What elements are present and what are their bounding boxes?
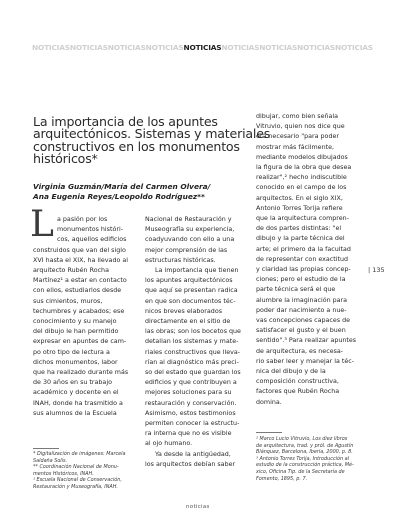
title-line: arquitectónicos. Sistemas y materiales: [33, 126, 271, 142]
footnote-line: * Digitalización de imágenes: Marcela: [33, 451, 126, 457]
title-line: históricos*: [33, 151, 98, 167]
body-line: domina.: [256, 398, 282, 406]
body-line: de 30 años en su trabajo: [33, 379, 112, 387]
body-line: dibujo y la parte técnica del: [256, 235, 345, 243]
body-line: factores que Rubén Rocha: [256, 388, 340, 396]
body-line: mejores soluciones para su: [145, 389, 232, 397]
body-line: alumbre la imaginación para: [256, 296, 348, 304]
footnote-rule-right: [256, 432, 282, 433]
body-line: cos, aquellos edificios: [57, 236, 127, 244]
body-line: rio saber leer y manejar la téc-: [256, 357, 355, 365]
body-line: riales constructivos que lleva-: [145, 348, 241, 356]
footnotes-left: [33, 451, 138, 491]
body-line: con ellos, estudiarlos desde: [33, 287, 122, 295]
body-line: restauración y conservación.: [145, 399, 237, 407]
body-line: La importancia que tienen: [155, 267, 239, 275]
body-line: parte técnica será el que: [256, 286, 336, 294]
title-line: La importancia de los apuntes: [33, 114, 218, 129]
column-1-top: [57, 215, 137, 246]
body-line: y claridad las propias concep-: [256, 266, 351, 274]
body-line: monumentos históri-: [57, 226, 124, 234]
body-line: a pasión por los: [57, 216, 108, 223]
body-line: rían al diagnóstico más preci-: [145, 358, 239, 366]
body-line: las obras; son los bocetos que: [145, 328, 241, 336]
body-line: de arquitectura, es necesa-: [256, 347, 344, 355]
body-line: que ha realizado durante más: [33, 369, 129, 377]
body-line: techumbres y acabados; ese: [33, 307, 125, 315]
footnote-line: Fomento, 1895, p. 7.: [256, 475, 308, 482]
body-line: directamente en el sitio de: [145, 318, 231, 326]
body-line: satisfacer el gusto y el buen: [256, 327, 346, 335]
footnote-line: Blánquez, Barcelona, Iberia, 2000, p. 8.: [256, 449, 353, 456]
body-line: poder dar nacimiento a nue-: [256, 306, 347, 314]
body-line: arquitecto Rubén Rocha: [33, 267, 109, 274]
body-line: vas concepciones capaces de: [256, 317, 351, 325]
footnote-line: Restauración y Museografía, INAH.: [33, 483, 118, 490]
banner-left: NOTICIASNOTICIASNOTICIASNOTICIAS: [32, 43, 184, 52]
body-line: realizar",² hecho indiscutible: [256, 174, 347, 182]
body-line: mediante modelos dibujados: [256, 153, 348, 161]
page-footer: noticias: [186, 504, 210, 510]
body-line: Antonio Torres Torija refiere: [256, 204, 343, 212]
body-line: arte; el primero da la facultad: [256, 245, 351, 253]
body-line: Vitruvio, quien nos dice que: [256, 123, 345, 131]
body-line: académico y docente en el: [33, 389, 119, 397]
body-line: conocimiento y su manejo: [33, 318, 117, 326]
body-line: construidos que van del siglo: [33, 246, 126, 254]
body-line: composición constructiva,: [256, 378, 339, 386]
author-line: Virginia Guzmán/María del Carmen Olvera/: [33, 182, 211, 191]
footnote-line: ³ Antonio Torres Torija, Introducción al: [256, 455, 349, 462]
body-line: detallan los sistemas y mate-: [145, 338, 239, 346]
body-line: expresar en apuntes de cam-: [33, 338, 127, 346]
body-line: permiten conocer la estructu-: [145, 420, 240, 428]
body-line: edificios y que contribuyen a: [145, 379, 237, 387]
body-line: Ya desde la antigüedad,: [155, 450, 231, 458]
body-line: conocido en el campo de los: [256, 184, 347, 192]
body-line: XVI hasta el XIX, ha llevado al: [33, 256, 129, 264]
body-line: sus alumnos de la Escuela: [33, 409, 117, 417]
body-line: los apuntes arquitectónicos: [145, 277, 233, 285]
body-line: dichos monumentos, labor: [33, 358, 118, 366]
body-line: po otro tipo de lectura a: [33, 348, 110, 356]
footnote-line: Saldaña Solís.: [33, 457, 68, 464]
body-line: so del estado que guardan los: [145, 369, 241, 377]
body-line: al ojo humano.: [145, 440, 193, 448]
footnote-line: ** Coordinación Nacional de Monu-: [33, 464, 119, 471]
author-line: Ana Eugenia Reyes/Leopoldo Rodríguez**: [33, 192, 205, 202]
page-number: | 135: [368, 266, 385, 274]
body-line: Nacional de Restauración y: [145, 216, 232, 223]
body-line: que aquí se presentan radica: [145, 287, 238, 295]
body-line: que la arquitectura compren-: [256, 215, 349, 223]
body-line: sentido".³ Para realizar apuntes: [256, 337, 357, 345]
body-line: coadyuvando con ello a una: [145, 236, 235, 244]
footnotes-right: [256, 436, 368, 482]
footnote-line: ¹ Escuela Nacional de Conservación,: [33, 477, 122, 484]
body-line: estructuras históricas.: [145, 256, 216, 264]
body-line: INAH, donde ha trasmitido a: [33, 399, 123, 407]
footnote-rule-left: [33, 448, 59, 449]
body-line: mejor comprensión de las: [145, 246, 228, 254]
title-line: constructivos en los monumentos: [33, 138, 240, 154]
footnote-line: xico, Oficina Tip. de la Secretaría de: [256, 468, 345, 475]
body-line: era necesario "para poder: [256, 133, 339, 141]
body-line: de dos partes distintas: "el: [256, 225, 342, 233]
column-2: [145, 215, 250, 470]
body-line: la figura de la obra que desea: [256, 164, 352, 172]
body-line: los arquitectos debían saber: [145, 460, 236, 468]
body-line: ciones; pero el estudio de la: [256, 276, 346, 284]
column-3: [256, 112, 364, 408]
body-line: dibujar, como bien señala: [256, 113, 339, 120]
body-line: Museografía su experiencia,: [145, 226, 235, 234]
body-line: de representar con exactitud: [256, 255, 349, 263]
body-line: del dibujo le han permitido: [33, 328, 119, 336]
body-line: Asimismo, estos testimonios: [145, 409, 236, 417]
column-1: [33, 246, 138, 419]
body-line: ra interna que no es visible: [145, 430, 232, 438]
body-line: mostrar más fácilmente,: [256, 143, 335, 151]
body-line: nicos breves elaborados: [145, 307, 223, 315]
article-authors: [33, 182, 278, 202]
body-line: arquitectos. En el siglo XIX,: [256, 194, 343, 202]
banner-section-name: NOTICIAS: [183, 43, 222, 52]
footnote-line: de arquitectura, trad. y pról. de Agustín: [256, 442, 354, 449]
banner-right: NOTICIASNOTICIASNOTICIASNOTICIAS: [221, 43, 373, 52]
body-line: sus cimientos, muros,: [33, 297, 103, 305]
footnote-line: estudio de la construcción práctica, Mé-: [256, 462, 354, 469]
drop-cap: L: [30, 204, 54, 245]
section-banner: [32, 42, 377, 53]
body-line: nica del dibujo y de la: [256, 368, 326, 376]
footnote-line: ² Marco Lucio Vitruvio, Los diez libros: [256, 436, 348, 442]
body-line: Martínez¹ a estar en contacto: [33, 277, 127, 285]
body-line: en que son documentos téc-: [145, 297, 236, 305]
footnote-line: mentos Históricos, INAH.: [33, 470, 94, 477]
